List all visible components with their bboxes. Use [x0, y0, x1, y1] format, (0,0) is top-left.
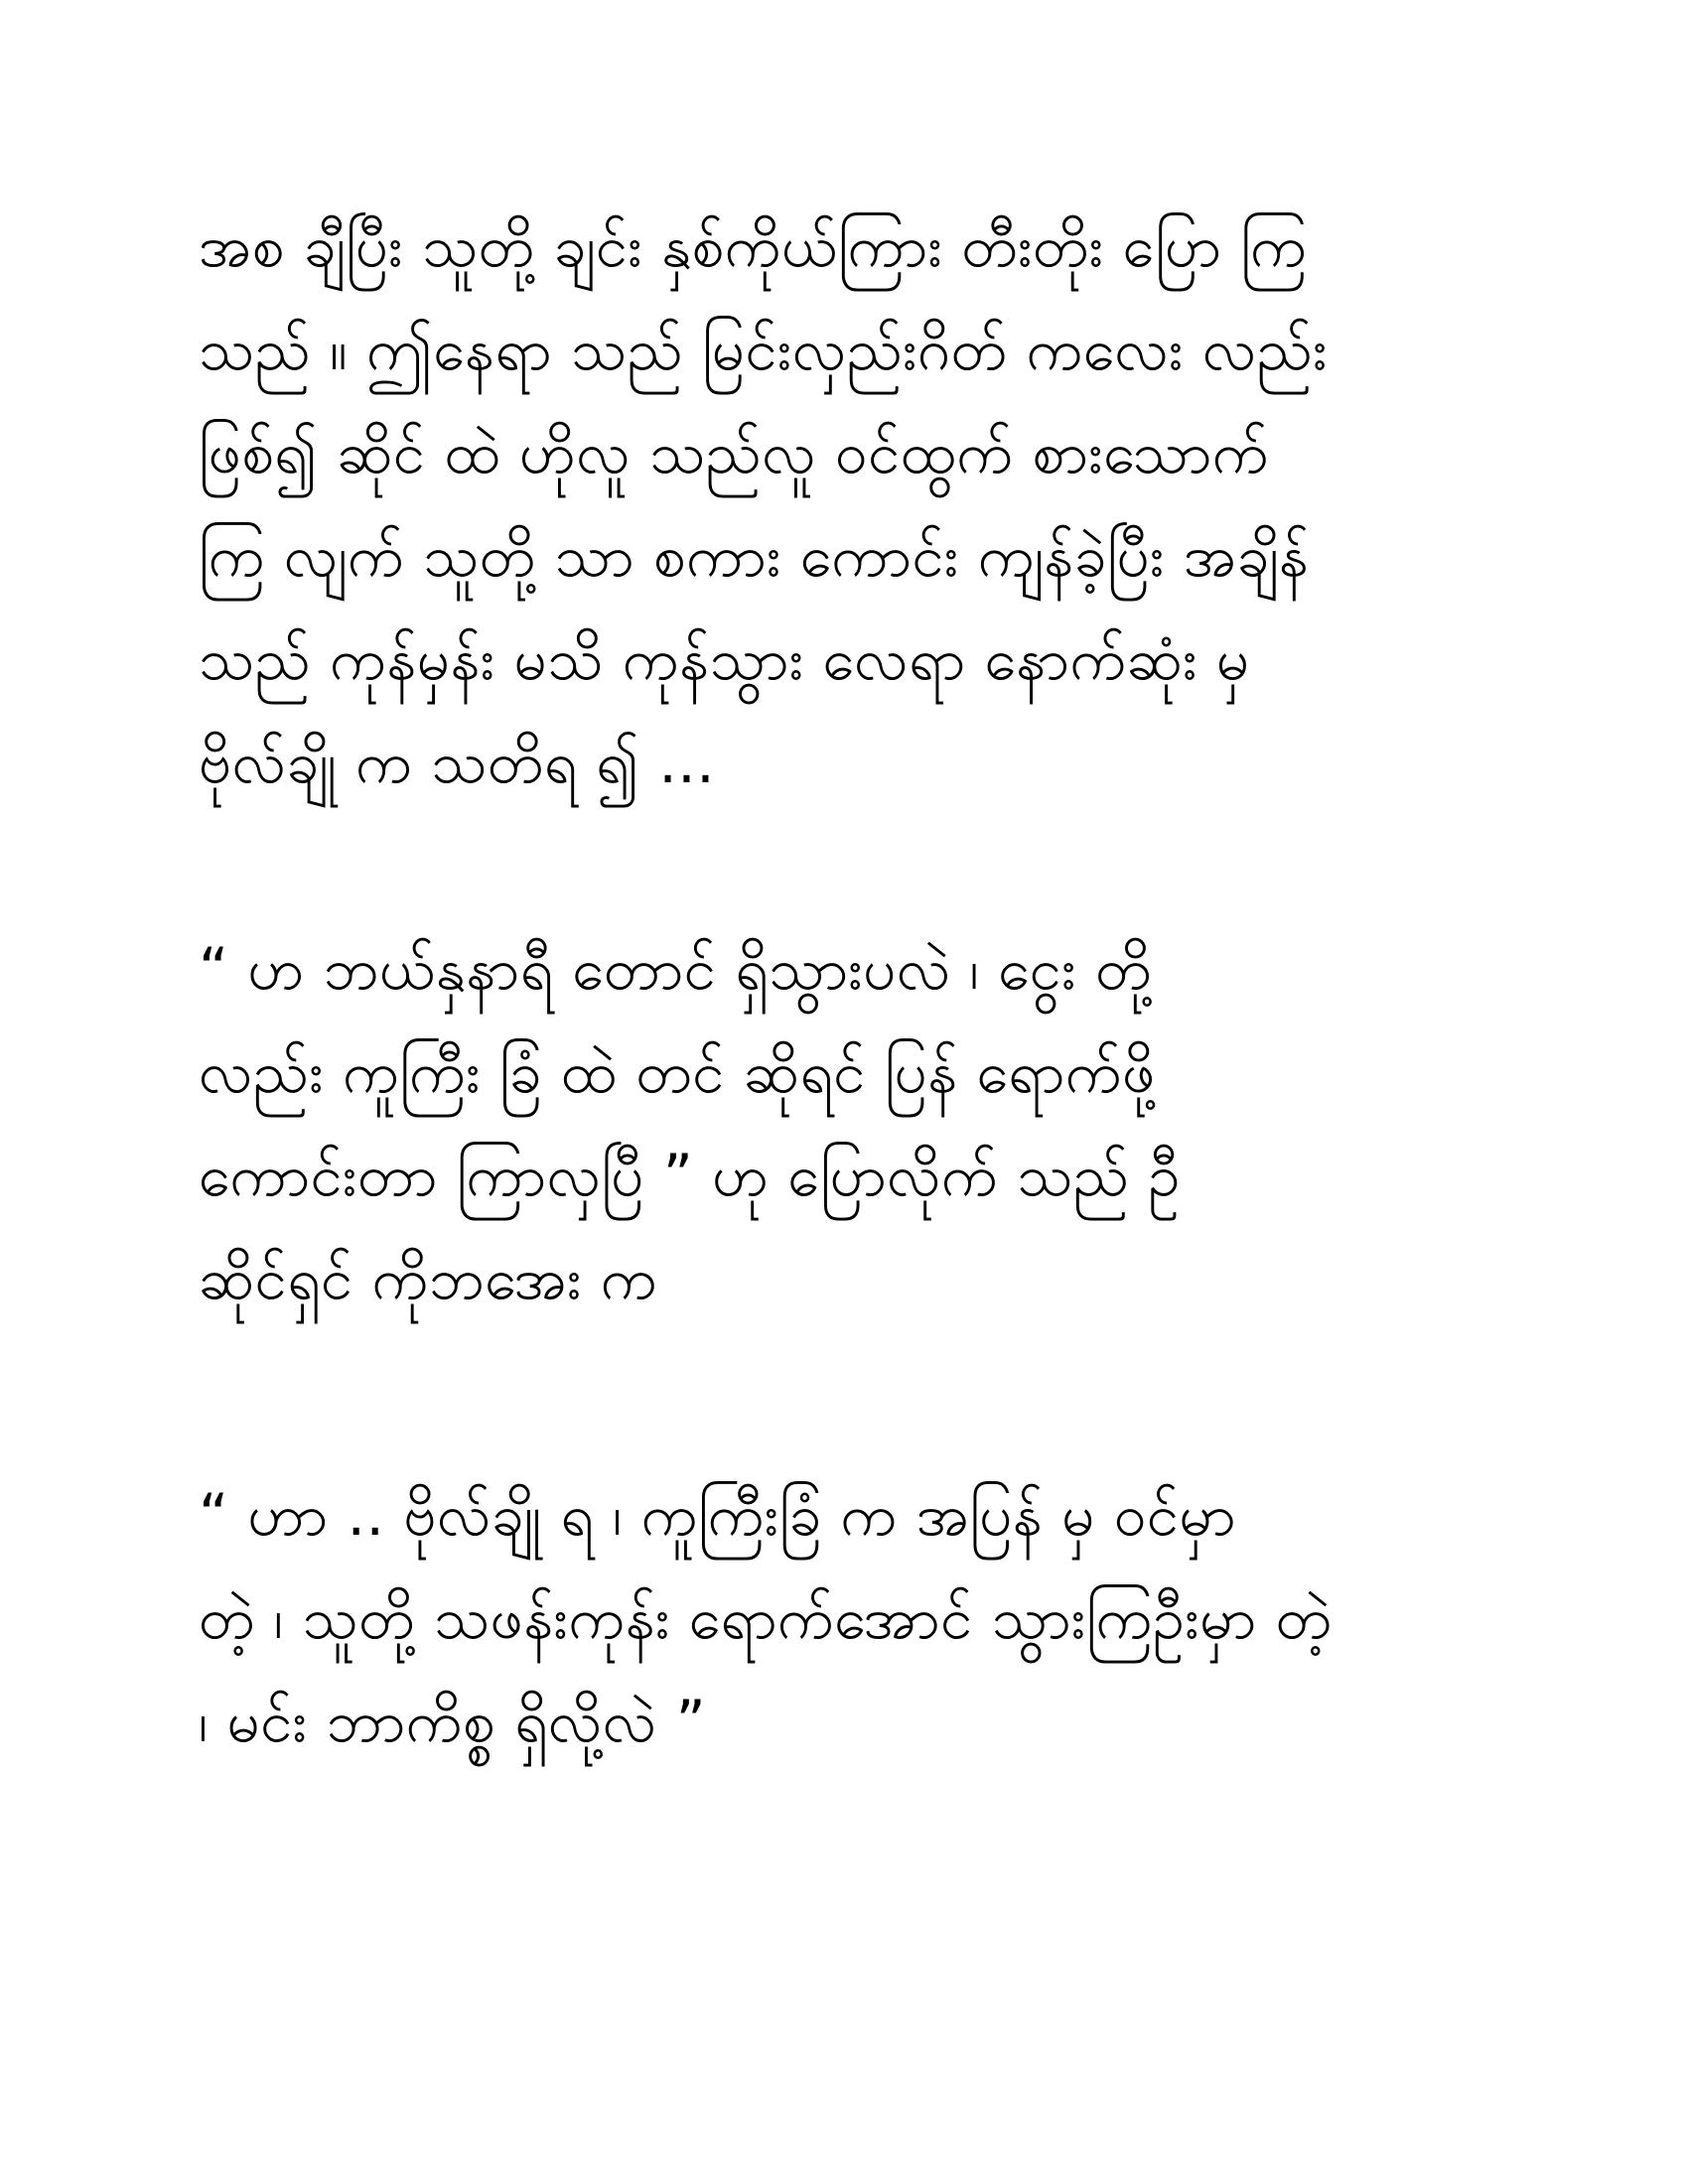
- text-line: ဗိုလ်ချို က သတိရ ၍ ...: [199, 729, 716, 796]
- paragraph-1: [199, 195, 1509, 814]
- text-line: ၊ မင်း ဘာကိစ္စ ရှိလို့လဲ ”: [199, 1688, 707, 1755]
- text-line: ဖြစ်၍ ဆိုင် ထဲ ဟိုလူ သည်လူ ဝင်ထွက် စားသောက်: [199, 419, 1270, 486]
- text-line: “ ဟာ .. ဗိုလ်ချို ရ ၊ ကူကြီးခြံ က အပြန် မှ ဝင်မှာ: [199, 1481, 1237, 1549]
- text-line: “ ဟ ဘယ်နှနာရီ တောင် ရှိသွားပလဲ ၊ ငွေး တို့: [199, 935, 1153, 1003]
- text-line: သည် ။ ဤနေရာ သည် မြင်းလှည်းဂိတ် ကလေး လည်း: [199, 316, 1329, 383]
- text-line: သည် ကုန်မှန်း မသိ ကုန်သွား လေရာ နောက်ဆုံး မှ: [199, 625, 1250, 693]
- paragraph-3: [199, 1463, 1509, 1773]
- text-line: တဲ့ ၊ သူတို့ သဖန်းကုန်း ရောက်အောင် သွားကြဦးမှာ တဲ့: [199, 1584, 1333, 1652]
- text-line: ဆိုင်ရှင် ကိုဘအေး က: [199, 1245, 658, 1312]
- text-line: အစ ချီပြီး သူတို့ ချင်း နှစ်ကိုယ်ကြား တီးတိုး ပြော ကြ: [199, 212, 1308, 280]
- text-line: ကြ လျက် သူတို့ သာ စကား ကောင်း ကျန်ခဲ့ပြီး အချိန်: [199, 522, 1310, 590]
- text-line: လည်း ကူကြီး ခြံ ထဲ တင် ဆိုရင် ပြန် ရောက်ဖို့: [199, 1038, 1156, 1106]
- paragraph-2: [199, 917, 1509, 1330]
- text-line: ကောင်းတာ ကြာလှပြီ ” ဟု ပြောလိုက် သည် ဦ: [199, 1142, 1182, 1209]
